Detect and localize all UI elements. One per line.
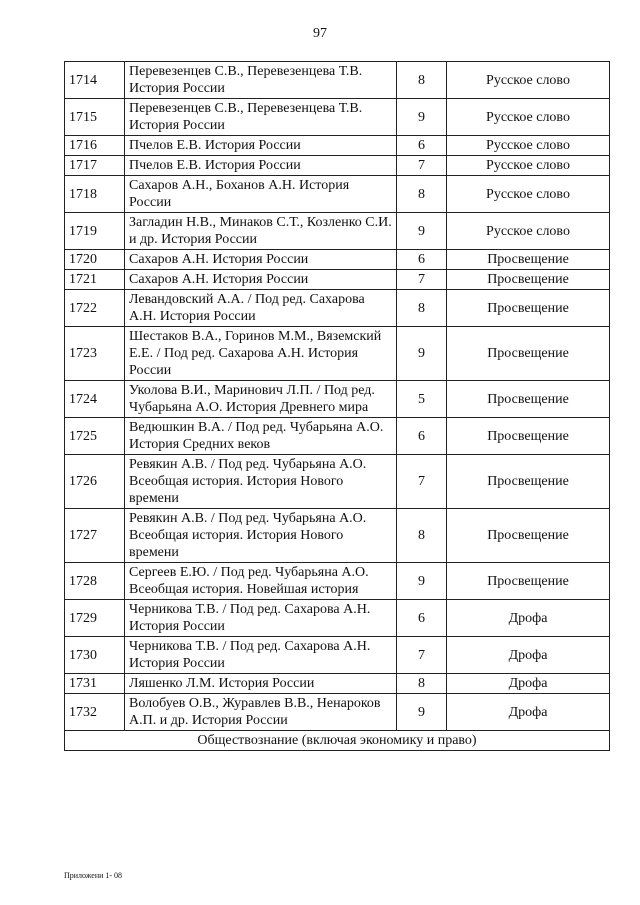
row-number-cell: 1729	[65, 600, 125, 637]
table-row	[65, 62, 610, 99]
book-title-cell: Ляшенко Л.М. История России	[125, 674, 397, 694]
table-row	[65, 563, 610, 600]
textbook-table	[64, 61, 610, 751]
publisher-cell: Русское слово	[447, 62, 610, 99]
grade-cell: 7	[397, 637, 447, 674]
table-row	[65, 455, 610, 509]
book-title-cell: Ревякин А.В. / Под ред. Чубарьяна А.О. Всеобщая история. История Нового времени	[125, 509, 397, 563]
table-body	[65, 62, 610, 751]
publisher-cell: Просвещение	[447, 250, 610, 270]
grade-cell: 6	[397, 136, 447, 156]
row-number-cell: 1714	[65, 62, 125, 99]
book-title-cell: Черникова Т.В. / Под ред. Сахарова А.Н. История России	[125, 637, 397, 674]
row-number-cell: 1717	[65, 156, 125, 176]
table-row	[65, 674, 610, 694]
table-row	[65, 270, 610, 290]
grade-cell: 8	[397, 62, 447, 99]
row-number-cell: 1728	[65, 563, 125, 600]
publisher-cell: Просвещение	[447, 563, 610, 600]
section-heading-row	[65, 731, 610, 751]
grade-cell: 5	[397, 381, 447, 418]
publisher-cell: Просвещение	[447, 327, 610, 381]
table-row	[65, 509, 610, 563]
row-number-cell: 1725	[65, 418, 125, 455]
publisher-cell: Дрофа	[447, 674, 610, 694]
page-number: 97	[313, 26, 327, 41]
table-row	[65, 156, 610, 176]
publisher-cell: Русское слово	[447, 136, 610, 156]
book-title-cell: Ведюшкин В.А. / Под ред. Чубарьяна А.О. История Средних веков	[125, 418, 397, 455]
book-title-cell: Сахаров А.Н., Боханов А.Н. История России	[125, 176, 397, 213]
grade-cell: 8	[397, 509, 447, 563]
publisher-cell: Просвещение	[447, 290, 610, 327]
table-row	[65, 418, 610, 455]
publisher-cell: Русское слово	[447, 176, 610, 213]
row-number-cell: 1721	[65, 270, 125, 290]
row-number-cell: 1727	[65, 509, 125, 563]
table-row	[65, 99, 610, 136]
row-number-cell: 1730	[65, 637, 125, 674]
row-number-cell: 1716	[65, 136, 125, 156]
grade-cell: 7	[397, 455, 447, 509]
table-row	[65, 637, 610, 674]
grade-cell: 7	[397, 156, 447, 176]
row-number-cell: 1726	[65, 455, 125, 509]
table-row	[65, 136, 610, 156]
grade-cell: 6	[397, 250, 447, 270]
publisher-cell: Просвещение	[447, 455, 610, 509]
row-number-cell: 1731	[65, 674, 125, 694]
publisher-cell: Просвещение	[447, 509, 610, 563]
table-row	[65, 290, 610, 327]
table-row	[65, 250, 610, 270]
book-title-cell: Сергеев Е.Ю. / Под ред. Чубарьяна А.О. Всеобщая история. Новейшая история	[125, 563, 397, 600]
row-number-cell: 1718	[65, 176, 125, 213]
book-title-cell: Ревякин А.В. / Под ред. Чубарьяна А.О. Всеобщая история. История Нового времени	[125, 455, 397, 509]
row-number-cell: 1724	[65, 381, 125, 418]
publisher-cell: Дрофа	[447, 637, 610, 674]
publisher-cell: Русское слово	[447, 99, 610, 136]
grade-cell: 6	[397, 418, 447, 455]
section-heading: Обществознание (включая экономику и право)	[65, 731, 610, 751]
grade-cell: 9	[397, 694, 447, 731]
grade-cell: 7	[397, 270, 447, 290]
table-row	[65, 381, 610, 418]
grade-cell: 9	[397, 99, 447, 136]
grade-cell: 9	[397, 563, 447, 600]
book-title-cell: Пчелов Е.В. История России	[125, 156, 397, 176]
publisher-cell: Русское слово	[447, 156, 610, 176]
row-number-cell: 1715	[65, 99, 125, 136]
publisher-cell: Просвещение	[447, 418, 610, 455]
book-title-cell: Сахаров А.Н. История России	[125, 270, 397, 290]
footer-note: Приложени 1- 08	[64, 871, 123, 880]
book-title-cell: Уколова В.И., Маринович Л.П. / Под ред. Чубарьяна А.О. История Древнего мира	[125, 381, 397, 418]
book-title-cell: Волобуев О.В., Журавлев В.В., Ненароков А.П. и др. История России	[125, 694, 397, 731]
book-title-cell: Пчелов Е.В. История России	[125, 136, 397, 156]
grade-cell: 8	[397, 674, 447, 694]
row-number-cell: 1720	[65, 250, 125, 270]
publisher-cell: Просвещение	[447, 381, 610, 418]
row-number-cell: 1732	[65, 694, 125, 731]
row-number-cell: 1723	[65, 327, 125, 381]
grade-cell: 9	[397, 213, 447, 250]
grade-cell: 8	[397, 290, 447, 327]
book-title-cell: Черникова Т.В. / Под ред. Сахарова А.Н. История России	[125, 600, 397, 637]
table-row	[65, 176, 610, 213]
grade-cell: 9	[397, 327, 447, 381]
book-title-cell: Перевезенцев С.В., Перевезенцева Т.В. История России	[125, 99, 397, 136]
book-title-cell: Перевезенцев С.В., Перевезенцева Т.В. История России	[125, 62, 397, 99]
publisher-cell: Просвещение	[447, 270, 610, 290]
book-title-cell: Сахаров А.Н. История России	[125, 250, 397, 270]
table-row	[65, 694, 610, 731]
table-row	[65, 327, 610, 381]
row-number-cell: 1722	[65, 290, 125, 327]
table-row	[65, 600, 610, 637]
book-title-cell: Загладин Н.В., Минаков С.Т., Козленко С.И. и др. История России	[125, 213, 397, 250]
grade-cell: 8	[397, 176, 447, 213]
grade-cell: 6	[397, 600, 447, 637]
publisher-cell: Дрофа	[447, 600, 610, 637]
table-row	[65, 213, 610, 250]
publisher-cell: Русское слово	[447, 213, 610, 250]
row-number-cell: 1719	[65, 213, 125, 250]
book-title-cell: Левандовский А.А. / Под ред. Сахарова А.Н. История России	[125, 290, 397, 327]
book-title-cell: Шестаков В.А., Горинов М.М., Вяземский Е.Е. / Под ред. Сахарова А.Н. История России	[125, 327, 397, 381]
publisher-cell: Дрофа	[447, 694, 610, 731]
